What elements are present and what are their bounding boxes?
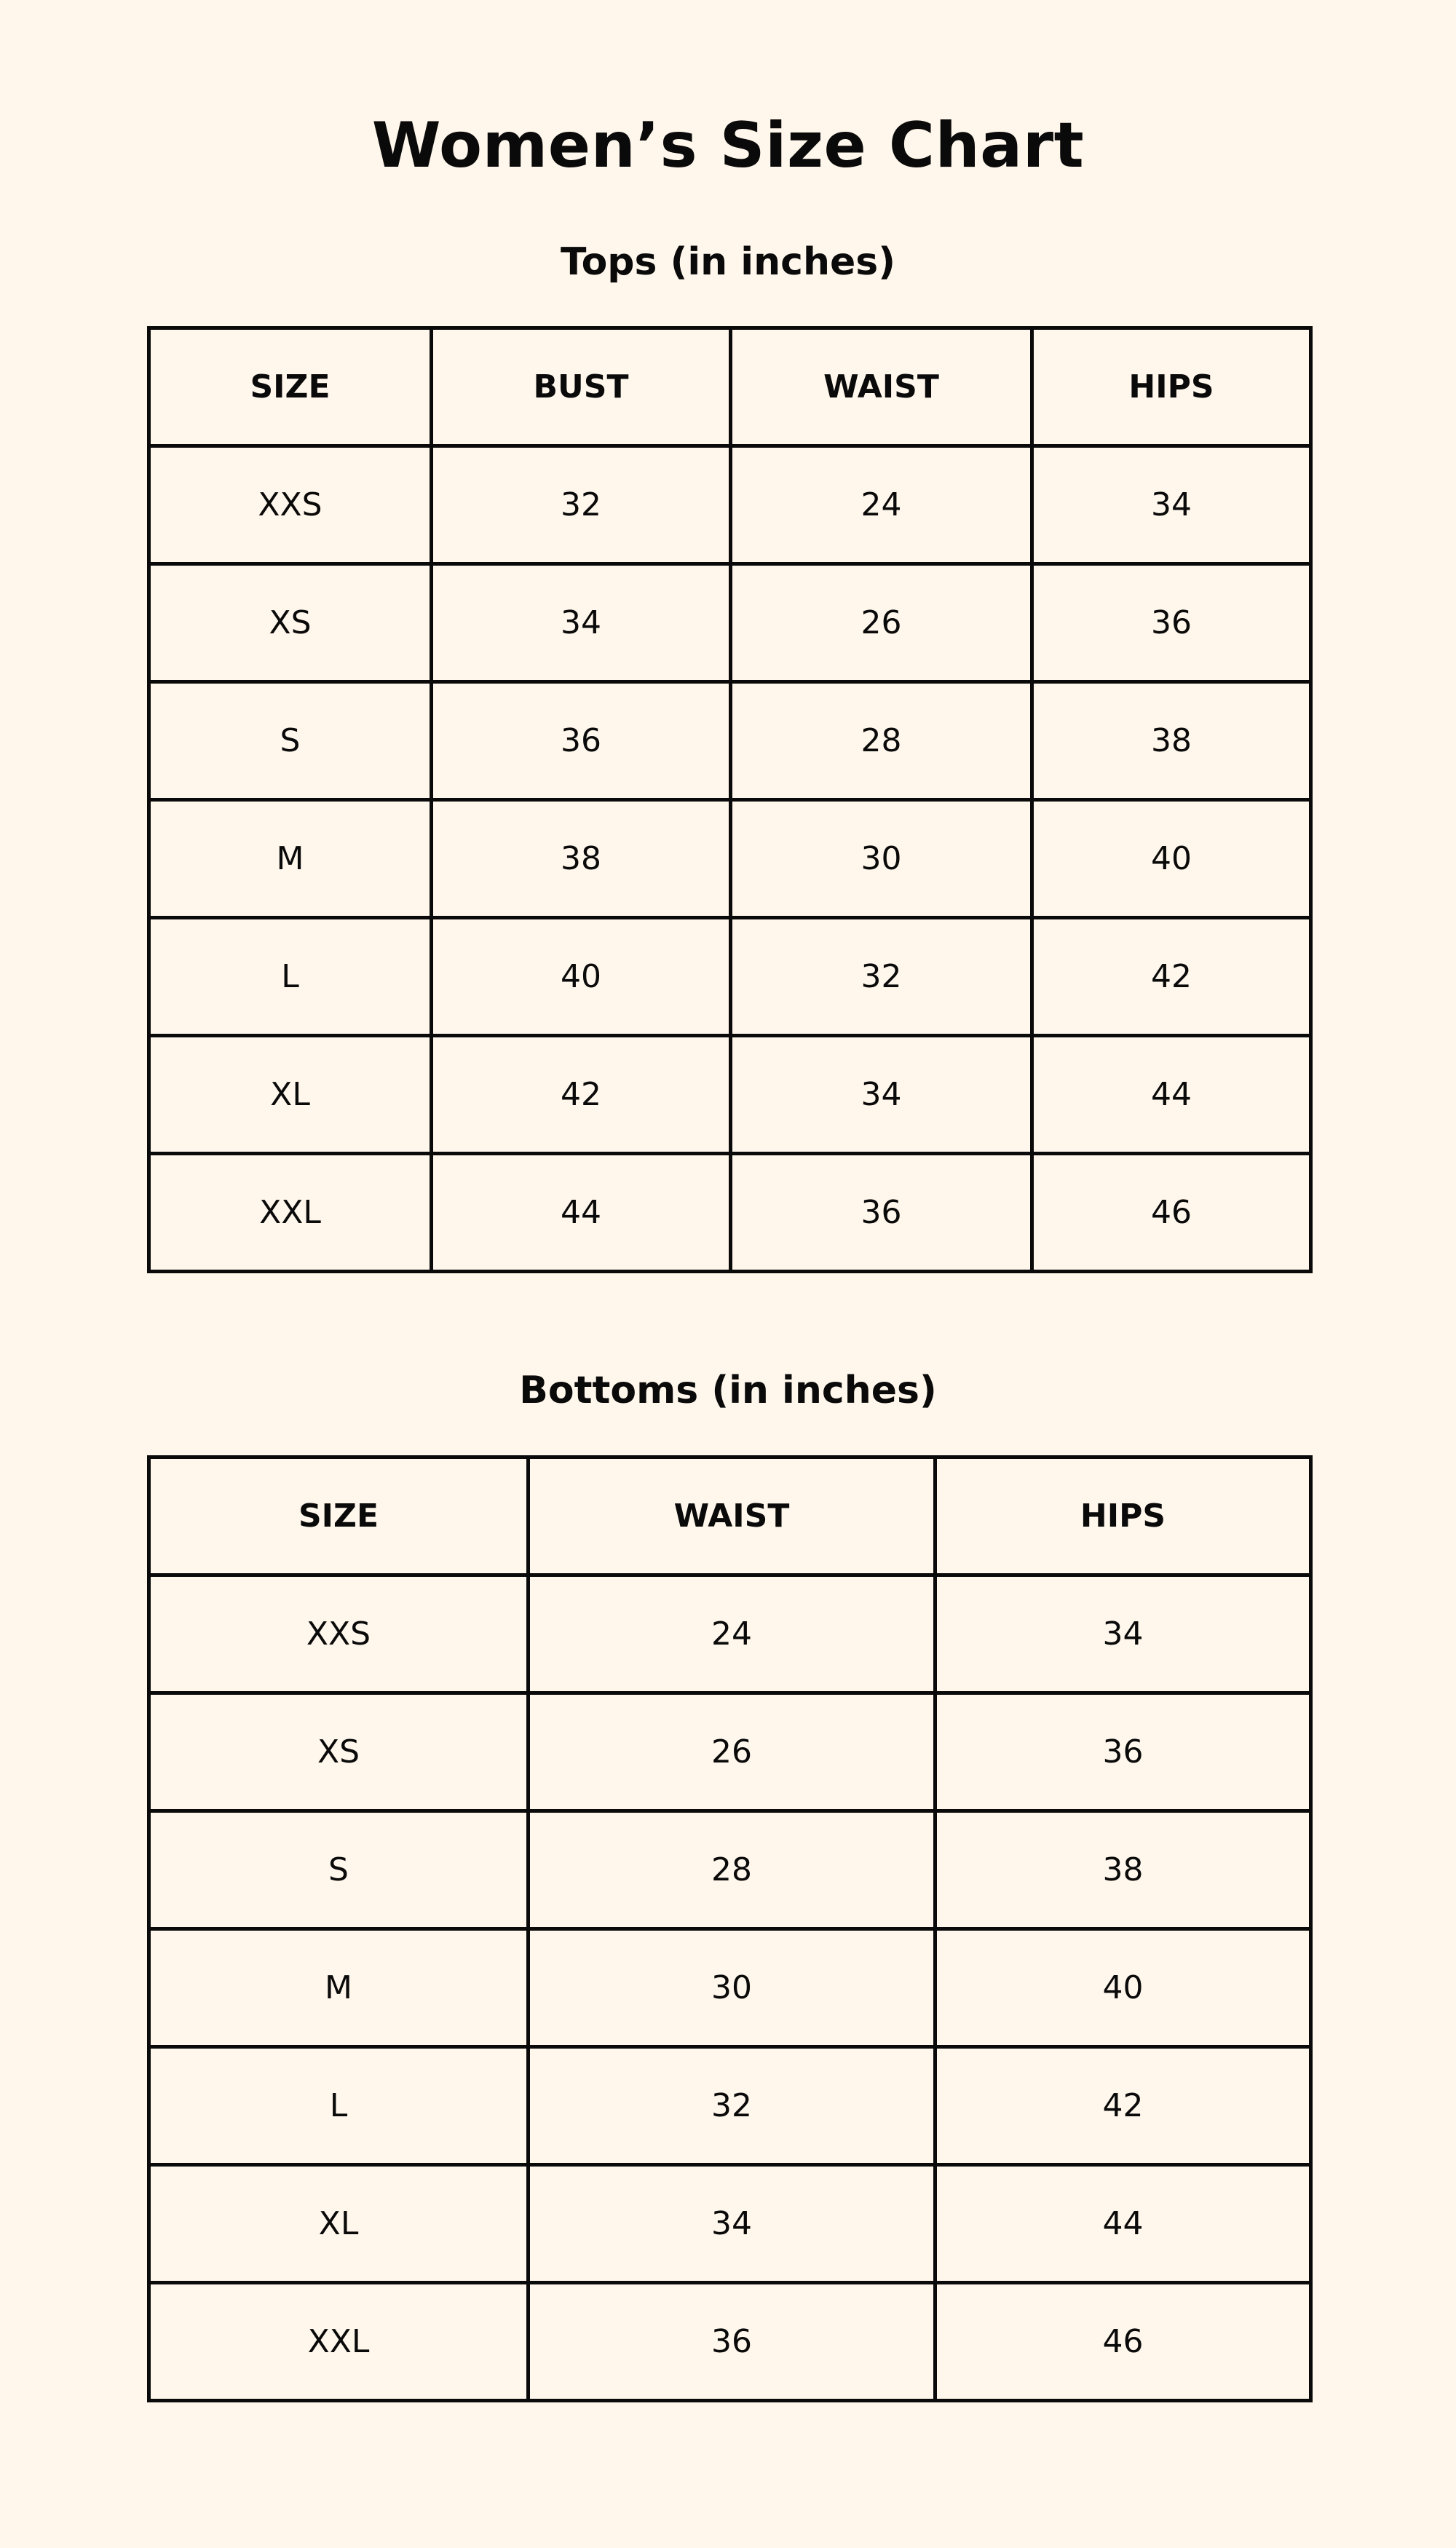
- table-row: [149, 2047, 1311, 2165]
- size-cell: XS: [149, 1693, 529, 1811]
- bust-cell: 44: [432, 1154, 731, 1272]
- table-row: [149, 1154, 1311, 1272]
- hips-cell: 34: [1032, 446, 1311, 564]
- column-header-hips: HIPS: [935, 1457, 1311, 1575]
- hips-cell: 40: [935, 1929, 1311, 2047]
- hips-cell: 46: [935, 2283, 1311, 2401]
- waist-cell: 26: [529, 1693, 935, 1811]
- hips-cell: 40: [1032, 800, 1311, 918]
- bust-cell: 38: [432, 800, 731, 918]
- waist-cell: 36: [529, 2283, 935, 2401]
- page-title: Women’s Size Chart: [371, 109, 1085, 182]
- size-cell: M: [149, 800, 432, 918]
- size-cell: XXL: [149, 2283, 529, 2401]
- hips-cell: 46: [1032, 1154, 1311, 1272]
- column-header-size: SIZE: [149, 328, 432, 446]
- table-row: [149, 918, 1311, 1036]
- tops-heading: Tops (in inches): [561, 240, 895, 284]
- waist-cell: 28: [731, 682, 1032, 800]
- table-row: [149, 800, 1311, 918]
- size-cell: XL: [149, 1036, 432, 1154]
- size-cell: S: [149, 1811, 529, 1929]
- waist-cell: 34: [731, 1036, 1032, 1154]
- size-cell: S: [149, 682, 432, 800]
- table-row: [149, 564, 1311, 682]
- waist-cell: 26: [731, 564, 1032, 682]
- hips-cell: 36: [935, 1693, 1311, 1811]
- column-header-waist: WAIST: [529, 1457, 935, 1575]
- column-header-bust: BUST: [432, 328, 731, 446]
- table-row: [149, 2165, 1311, 2283]
- table-row: [149, 1693, 1311, 1811]
- size-cell: M: [149, 1929, 529, 2047]
- waist-cell: 30: [731, 800, 1032, 918]
- waist-cell: 28: [529, 1811, 935, 1929]
- hips-cell: 36: [1032, 564, 1311, 682]
- table-header-row: [149, 1457, 1311, 1575]
- table-row: [149, 1575, 1311, 1693]
- hips-cell: 44: [1032, 1036, 1311, 1154]
- table-header-row: [149, 328, 1311, 446]
- hips-cell: 34: [935, 1575, 1311, 1693]
- waist-cell: 36: [731, 1154, 1032, 1272]
- bust-cell: 42: [432, 1036, 731, 1154]
- size-cell: XL: [149, 2165, 529, 2283]
- bust-cell: 32: [432, 446, 731, 564]
- bust-cell: 34: [432, 564, 731, 682]
- tops-size-table: [147, 326, 1313, 1273]
- table-row: [149, 1036, 1311, 1154]
- size-cell: XS: [149, 564, 432, 682]
- table-row: [149, 682, 1311, 800]
- column-header-waist: WAIST: [731, 328, 1032, 446]
- size-cell: XXL: [149, 1154, 432, 1272]
- waist-cell: 24: [731, 446, 1032, 564]
- waist-cell: 24: [529, 1575, 935, 1693]
- hips-cell: 38: [935, 1811, 1311, 1929]
- bottoms-heading: Bottoms (in inches): [519, 1369, 937, 1412]
- table-row: [149, 2283, 1311, 2401]
- column-header-size: SIZE: [149, 1457, 529, 1575]
- hips-cell: 44: [935, 2165, 1311, 2283]
- size-cell: XXS: [149, 1575, 529, 1693]
- size-cell: XXS: [149, 446, 432, 564]
- waist-cell: 32: [731, 918, 1032, 1036]
- size-cell: L: [149, 918, 432, 1036]
- size-cell: L: [149, 2047, 529, 2165]
- column-header-hips: HIPS: [1032, 328, 1311, 446]
- bottoms-size-table: [147, 1455, 1313, 2402]
- table-row: [149, 446, 1311, 564]
- bust-cell: 40: [432, 918, 731, 1036]
- bust-cell: 36: [432, 682, 731, 800]
- hips-cell: 38: [1032, 682, 1311, 800]
- waist-cell: 30: [529, 1929, 935, 2047]
- table-row: [149, 1929, 1311, 2047]
- hips-cell: 42: [1032, 918, 1311, 1036]
- waist-cell: 32: [529, 2047, 935, 2165]
- waist-cell: 34: [529, 2165, 935, 2283]
- table-row: [149, 1811, 1311, 1929]
- hips-cell: 42: [935, 2047, 1311, 2165]
